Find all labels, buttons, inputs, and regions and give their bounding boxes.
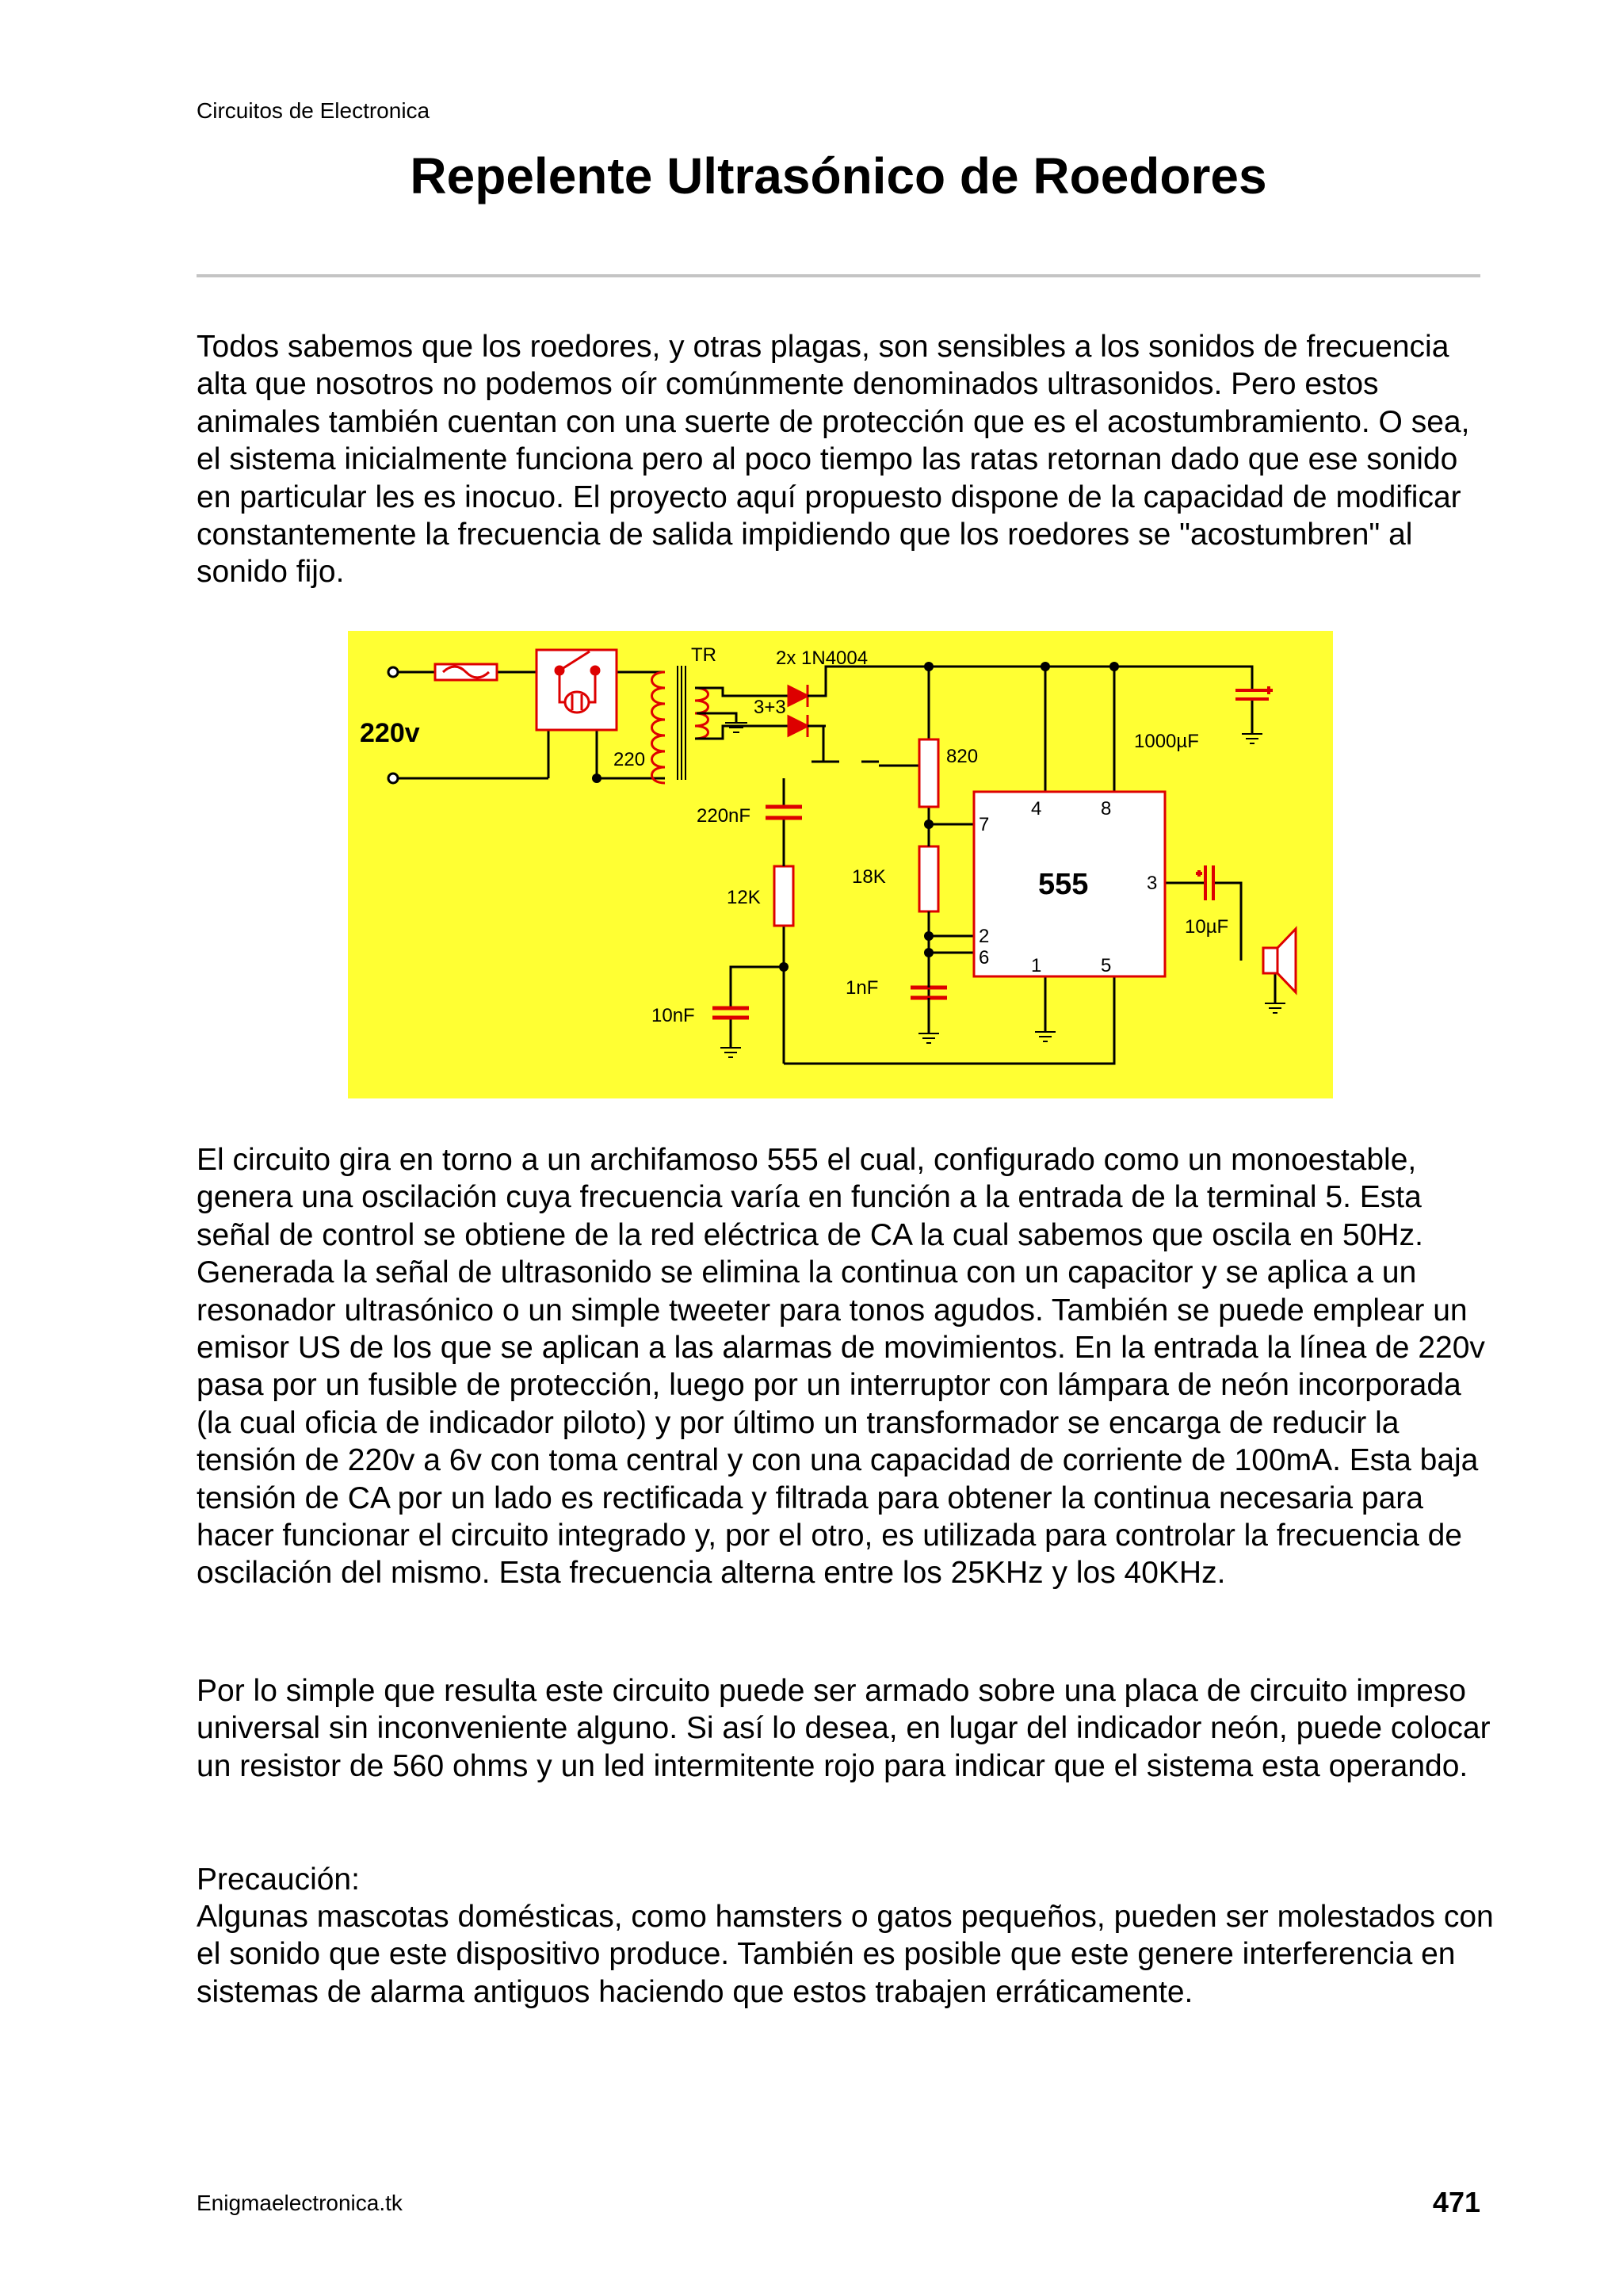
resistor-12k [774, 866, 793, 926]
label-c-10uf: 10µF [1185, 916, 1229, 938]
label-secondary: 3+3 [754, 697, 786, 718]
footer-site: Enigmaelectronica.tk [197, 2191, 403, 2215]
description-paragraph: El circuito gira en torno a un archifamoso 555 el cual, configurado como un monoestable, genera una oscilación cuya frecuencia varía en función a la entrada de la terminal 5. Esta señal de control se obtiene de la red eléctrica de CA la cual sabemos que oscila en 50Hz. Generada la señal de ultrasonido se elimina la continua con un capacitor y se aplica a un resonador ultrasónico o un simple tweeter para tonos agudos. También se puede emplear un emisor US de los que se aplican a las alarmas de movimientos. En la entrada la línea de 220v pasa por un fusible de protección, luego por un interruptor con lámpara de neón incorporada (la cual oficia de indicador piloto) y por último un transformador se encarga de reducir la tensión de 220v a 6v con toma central y con una capacidad de corriente de 100mA. Esta baja tensión de CA por un lado es rectificada y filtrada para obtener la continua necesaria para hacer funcionar el circuito integrado y, por el otro, es utilizada para controlar la frecuencia de oscilación del mismo. Esta frecuencia alterna entre los 25KHz y los 40KHz. [197, 1143, 1485, 1591]
label-ic: 555 [1038, 868, 1089, 901]
assembly-paragraph: Por lo simple que resulta este circuito puede ser armado sobre una placa de circuito impreso universal sin inconveniente alguno. Si así lo desea, en lugar del indicador neón, puede colocar un resistor de 560 ohms y un led intermitente rojo para indicar que el sistema esta operando. [197, 1674, 1491, 1783]
neon-switch [537, 650, 617, 730]
label-c-1nf: 1nF [846, 977, 879, 999]
page-number: 471 [1432, 2186, 1480, 2218]
header-note: Circuitos de Electronica [197, 98, 430, 123]
caution-heading: Precaución: [197, 1862, 360, 1897]
schematic-background [348, 631, 1333, 1098]
caution-paragraph: Algunas mascotas domésticas, como hamsters o gatos pequeños, pueden ser molestados con el sonido que este dispositivo produce. También es posible que este genere interferencia en sistemas de alarma antiguos haciendo que estos trabajen erráticamente. [197, 1900, 1494, 2009]
mains-terminal-top [388, 667, 398, 677]
label-r-820: 820 [946, 746, 979, 767]
label-primary: 220 [613, 749, 646, 770]
intro-paragraph: Todos sabemos que los roedores, y otras plagas, son sensibles a los sonidos de frecuencia alta que nosotros no podemos oír comúnmente denominados ultrasonidos. Pero estos animales también cuentan con una suerte de protección que es el acostumbramiento. O sea, el sistema inicialmente funciona pero al poco tiempo las ratas retornan dado que ese sonido en particular les es inocuo. El proyecto aquí propuesto dispone de la capacidad de modificar constantemente la frecuencia de salida impidiendo que los roedores se "acostumbren" al sonido fijo. [197, 330, 1470, 590]
title-divider [197, 274, 1480, 277]
label-pin2: 2 [979, 926, 990, 947]
label-c-10nf: 10nF [651, 1005, 695, 1026]
resistor-820 [919, 739, 938, 807]
label-c-220nf: 220nF [697, 805, 751, 827]
label-pin6: 6 [979, 947, 990, 968]
label-c-1000uf: 1000µF [1134, 731, 1199, 752]
label-transformer: TR [691, 644, 716, 666]
resistor-18k [919, 846, 938, 911]
mains-terminal-bottom [388, 774, 398, 783]
label-r-18k: 18K [852, 866, 886, 888]
fuse [435, 664, 497, 680]
circuit-schematic [348, 631, 1333, 1098]
label-r-12k: 12K [727, 887, 761, 908]
label-pin5: 5 [1101, 955, 1112, 976]
label-pin8: 8 [1101, 798, 1112, 819]
label-pin3: 3 [1147, 873, 1158, 894]
label-pin7: 7 [979, 814, 990, 835]
page-title: Repelente Ultrasónico de Roedores [410, 147, 1267, 204]
label-pin1: 1 [1031, 955, 1042, 976]
label-mains: 220v [360, 718, 420, 748]
label-diodes: 2x 1N4004 [776, 648, 869, 669]
label-pin4: 4 [1031, 798, 1042, 819]
